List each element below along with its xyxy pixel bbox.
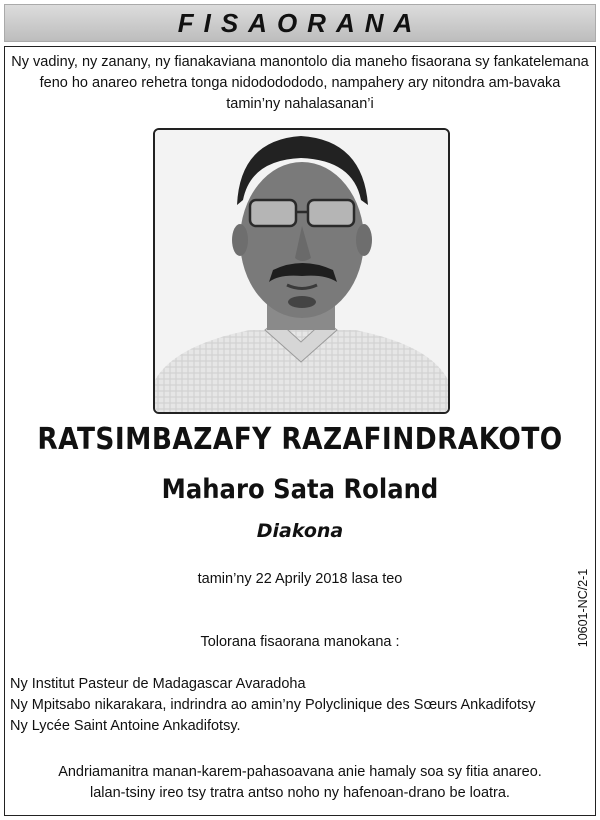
thanks-list [10, 674, 570, 737]
header-title: FISAORANA [177, 7, 423, 38]
deceased-surname: RATSIMBAZAFY RAZAFINDRAKOTO [37, 422, 563, 457]
closing-text [0, 762, 600, 804]
portrait-photo [153, 128, 450, 414]
date-line: tamin’ny 22 Aprily 2018 lasa teo [197, 571, 403, 587]
thanks-heading: Tolorana fisaorana manokana : [200, 634, 400, 650]
list-item: Ny Lycée Saint Antoine Ankadifotsy. [10, 718, 241, 734]
intro-line: Ny vadiny, ny zanany, ny fianakaviana manontolo dia maneho fisaorana sy fankatelemana [11, 54, 589, 70]
reference-code: 10601-NC/2-1 [576, 568, 590, 648]
header-bar [4, 4, 596, 42]
intro-line: tamin’ny nahalasanan’i [226, 96, 374, 112]
deceased-title: Diakona [256, 520, 344, 542]
closing-line: lalan-tsiny ireo tsy tratra antso noho ny hafenoan-drano be loatra. [90, 785, 510, 801]
closing-line: Andriamanitra manan-karem-pahasoavana anie hamaly soa sy fitia anareo. [58, 764, 542, 780]
portrait-illustration [155, 130, 448, 412]
intro-text [10, 52, 590, 115]
deceased-given-names: Maharo Sata Roland [161, 474, 439, 505]
intro-line: feno ho anareo rehetra tonga nidododododo, nampahery ary nitondra am-bavaka [39, 75, 561, 91]
list-item: Ny Institut Pasteur de Madagascar Avaradoha [10, 676, 306, 692]
list-item: Ny Mpitsabo nikarakara, indrindra ao amin’ny Polyclinique des Sœurs Ankadifotsy [10, 697, 536, 713]
